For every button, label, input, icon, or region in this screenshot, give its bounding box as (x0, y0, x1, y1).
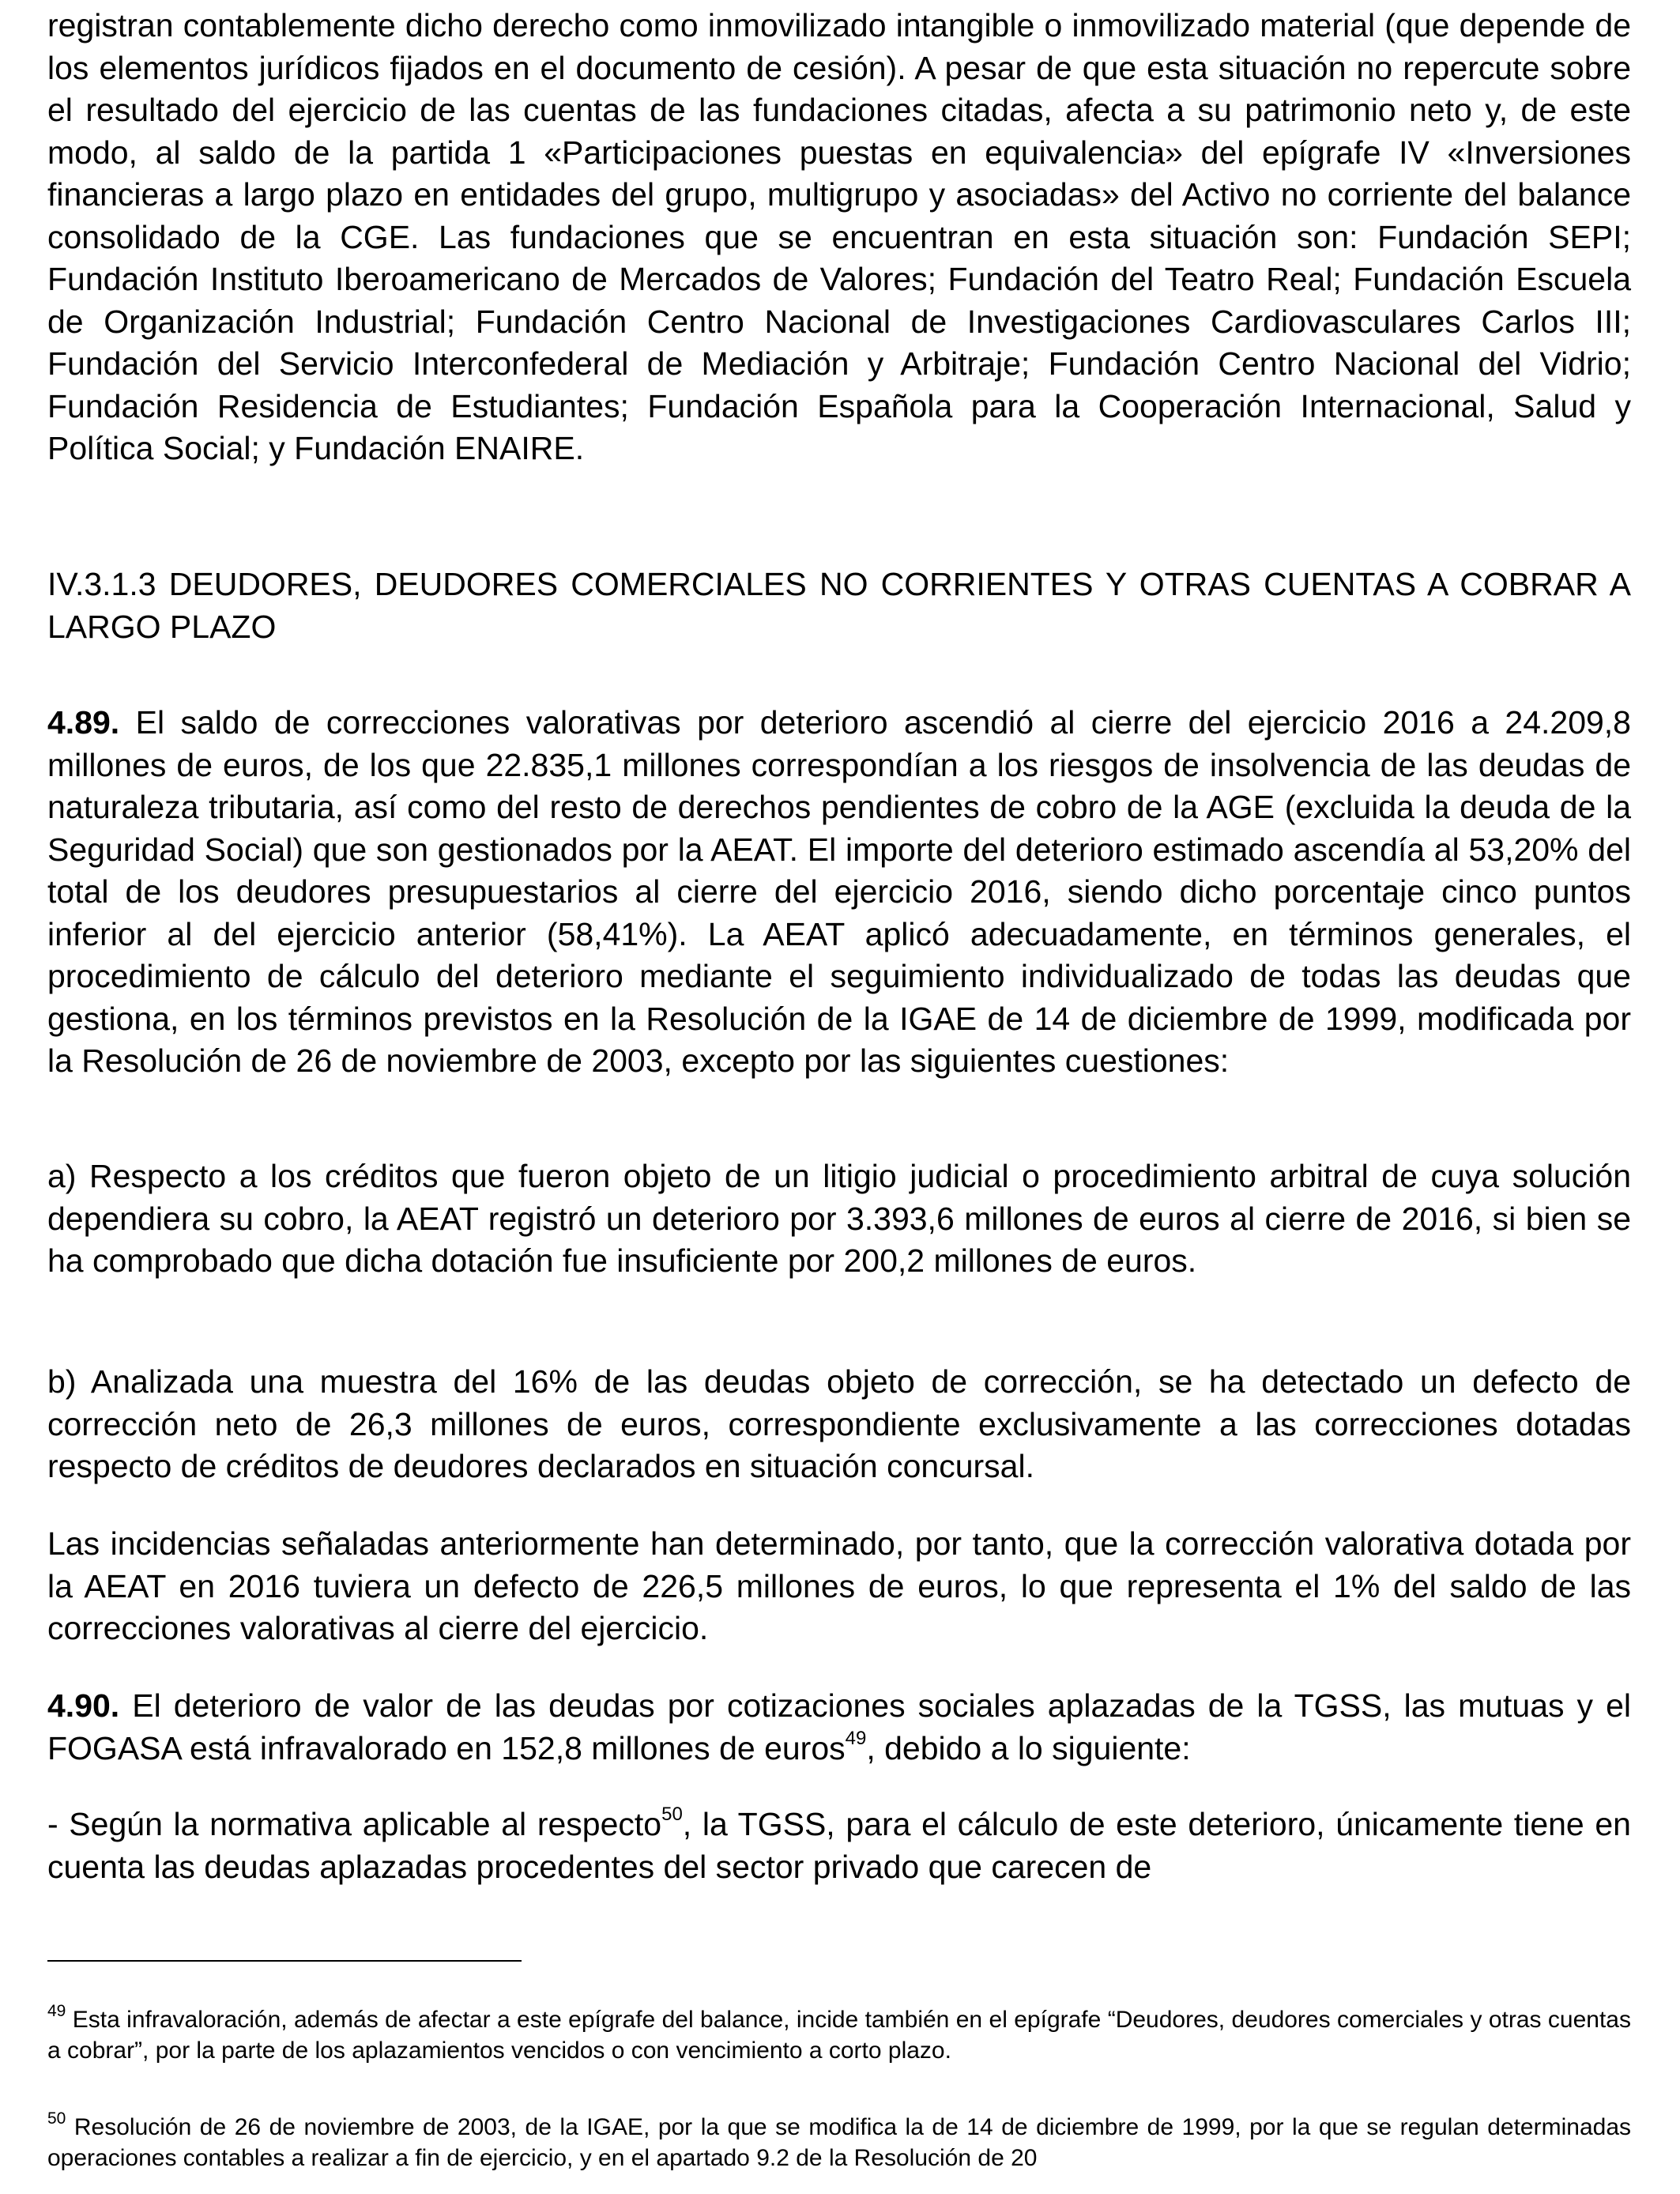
dash-item-text: - Según la normativa aplicable al respecto (47, 1806, 662, 1842)
paragraph-text: El deterioro de valor de las deudas por cotizaciones sociales aplazadas de la TGSS, las mutuas y el FOGASA está infravalorado en 152,8 millones de euros (47, 1687, 1631, 1766)
continuation-paragraph: registran contablemente dicho derecho como inmovilizado intangible o inmovilizado material (que depende de los elementos jurídicos fijados en el documento de cesión). A pesar de que esta situación no repercute sobre el resultado del ejercicio de las cuentas de las fundaciones citadas, afecta a su patrimonio neto y, de este modo, al saldo de la partida 1 «Participaciones puestas en equivalencia» del epígrafe IV «Inversiones financieras a largo plazo en entidades del grupo, multigrupo y asociadas» del Activo no corriente del balance consolidado de la CGE. Las fundaciones que se encuentran en esta situación son: Fundación SEPI; Fundación Instituto Iberoamericano de Mercados de Valores; Fundación del Teatro Real; Fundación Escuela de Organización Industrial; Fundación Centro Nacional de Investigaciones Cardiovasculares Carlos III; Fundación del Servicio Interconfederal de Mediación y Arbitraje; Fundación Centro Nacional del Vidrio; Fundación Residencia de Estudiantes; Fundación Española para la Cooperación Internacional, Salud y Política Social; y Fundación ENAIRE. (47, 7, 1631, 466)
footnote-reference[interactable]: 50 (661, 1804, 683, 1826)
footnote-separator (47, 1960, 522, 1962)
paragraph-text-tail: , debido a lo siguiente: (866, 1729, 1191, 1766)
footnote-49 (47, 2004, 1631, 2066)
footnote-text: Resolución de 26 de noviembre de 2003, de la IGAE, por la que se modifica la de 14 de diciembre de 1999, por la que se regulan determinadas operaciones contables a realizar a fin de ejercicio, y en el apartado 9.2 de la Resolución de 20 (47, 2114, 1631, 2171)
paragraph-text: El saldo de correcciones valorativas por deterioro ascendió al cierre del ejercicio 2016 a 24.209,8 millones de euros, de los que 22.835,1 millones correspondían a los riesgos de insolvencia de las deudas de naturaleza tributaria, así como del resto de derechos pendientes de cobro de la AGE (excluida la deuda de la Seguridad Social) que son gestionados por la AEAT. El importe del deterioro estimado ascendía al 53,20% del total de los deudores presupuestarios al cierre del ejercicio 2016, siendo dicho porcentaje cinco puntos inferior al del ejercicio anterior (58,41%). La AEAT aplicó adecuadamente, en términos generales, el procedimiento de cálculo del deterioro mediante el seguimiento individualizado de todas las deudas que gestiona, en los términos previstos en la Resolución de la IGAE de 14 de diciembre de 1999, modificada por la Resolución de 26 de noviembre de 2003, excepto por las siguientes cuestiones: (47, 704, 1631, 1079)
footnote-50 (47, 2109, 1631, 2173)
list-item-a: a) Respecto a los créditos que fueron objeto de un litigio judicial o procedimiento arbitral de cuya solución dependiera su cobro, la AEAT registró un deterioro por 3.393,6 millones de euros al cierre de 2016, si bien se ha comprobado que dicha dotación fue insuficiente por 200,2 millones de euros. (47, 1158, 1631, 1279)
list-item-b: b) Analizada una muestra del 16% de las deudas objeto de corrección, se ha detectado un defecto de corrección neto de 26,3 millones de euros, correspondiente exclusivamente a las correcciones dotadas respecto de créditos de deudores declarados en situación concursal. (47, 1363, 1631, 1484)
paragraph-4-90 (47, 1685, 1631, 1770)
paragraph-4-89 (47, 702, 1631, 1083)
paragraph-number: 4.89. (47, 704, 120, 741)
paragraph-number: 4.90. (47, 1687, 120, 1724)
footnote-number: 49 (47, 2002, 66, 2020)
footnote-number: 50 (47, 2109, 66, 2128)
dash-list-item (47, 1804, 1631, 1888)
section-heading: IV.3.1.3 DEUDORES, DEUDORES COMERCIALES NO CORRIENTES Y OTRAS CUENTAS A COBRAR A LARGO PLAZO (47, 566, 1631, 645)
footnote-text: Esta infravaloración, además de afectar a este epígrafe del balance, incide también en el epígrafe “Deudores, deudores comerciales y otras cuentas a cobrar”, por la parte de los aplazamientos vencidos o con vencimiento a corto plazo. (47, 2007, 1631, 2064)
dash-item-text-tail: , la TGSS, para el cálculo de este deterioro, únicamente tiene en cuenta las deudas aplazadas procedentes del sector privado que carecen de (47, 1806, 1631, 1885)
footnote-reference[interactable]: 49 (845, 1727, 867, 1749)
incidencias-paragraph: Las incidencias señaladas anteriormente han determinado, por tanto, que la corrección valorativa dotada por la AEAT en 2016 tuviera un defecto de 226,5 millones de euros, lo que representa el 1% del saldo de las correcciones valorativas al cierre del ejercicio. (47, 1525, 1631, 1646)
